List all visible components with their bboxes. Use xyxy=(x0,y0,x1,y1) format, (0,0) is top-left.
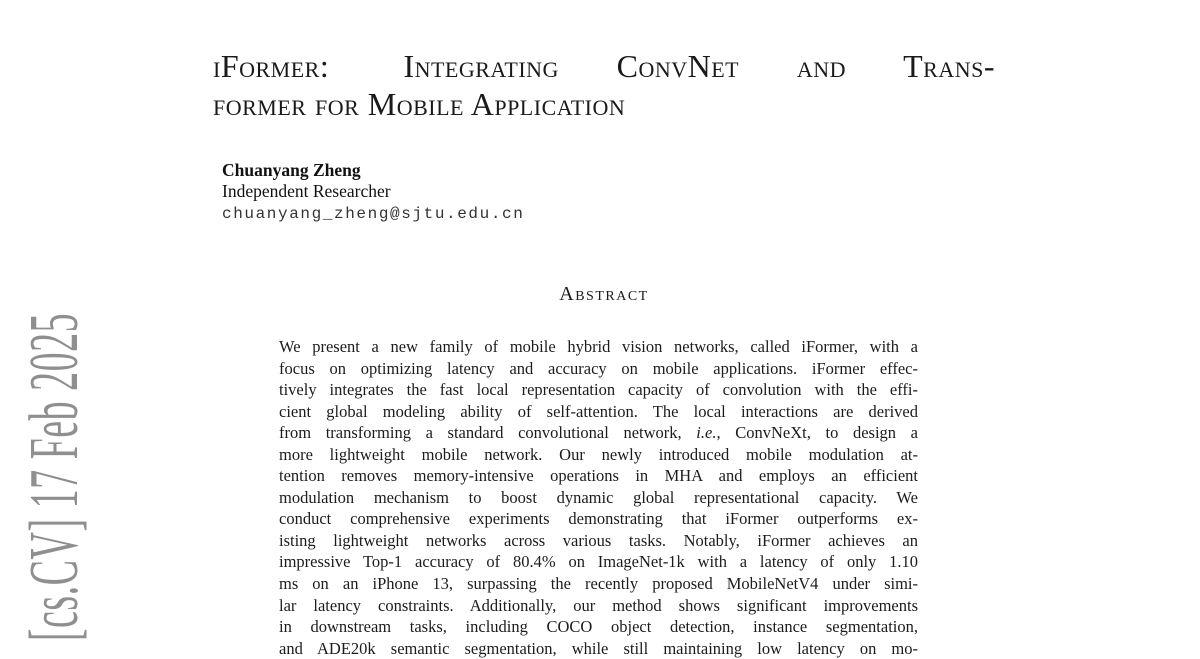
paper-title-line: former for Mobile Application xyxy=(213,86,626,122)
abstract-line xyxy=(279,616,918,638)
paper-title-line: iFormer: Integrating ConvNet and Trans- xyxy=(213,48,995,84)
text-run: from transforming a standard convolutional network, xyxy=(279,423,697,443)
text-run: in downstream tasks, including COCO object detection, instance segmentation, xyxy=(279,617,918,637)
text-run: isting lightweight networks across various tasks. Notably, iFormer achieves an xyxy=(279,530,918,550)
arxiv-watermark: [cs.CV] 17 Feb 2025 xyxy=(16,312,94,642)
abstract-text xyxy=(279,336,918,659)
italic-text: i.e. xyxy=(696,423,717,443)
abstract-line xyxy=(279,401,918,423)
abstract-line xyxy=(279,465,918,487)
abstract-line xyxy=(279,422,918,444)
abstract-line xyxy=(279,487,918,509)
abstract-line xyxy=(279,530,918,552)
abstract-line xyxy=(279,508,918,530)
text-run: cient global modeling ability of self-attention. The local interactions are derived xyxy=(279,401,918,421)
text-run: ms on an iPhone 13, surpassing the recently proposed MobileNetV4 under simi- xyxy=(279,574,918,594)
text-run: tively integrates the fast local representation capacity of convolution with the effi- xyxy=(279,380,918,400)
author-name: Chuanyang Zheng xyxy=(222,160,361,180)
text-run: more lightweight mobile network. Our newly introduced mobile modulation at- xyxy=(279,444,918,464)
abstract-line xyxy=(279,336,918,358)
text-run: , ConvNeXt, to design a xyxy=(716,423,919,443)
abstract-line xyxy=(279,551,918,573)
text-run: and ADE20k semantic segmentation, while still maintaining low latency on mo- xyxy=(279,638,918,658)
abstract-line xyxy=(279,358,918,380)
text-run: focus on optimizing latency and accuracy on mobile applications. iFormer effec- xyxy=(279,358,918,378)
abstract-line xyxy=(279,595,918,617)
abstract-line xyxy=(279,638,918,659)
abstract-heading: Abstract xyxy=(559,283,649,305)
text-run: modulation mechanism to boost dynamic global representational capacity. We xyxy=(279,487,918,507)
abstract-line xyxy=(279,573,918,595)
text-run: We present a new family of mobile hybrid vision networks, called iFormer, with a xyxy=(279,337,918,356)
text-run: tention removes memory-intensive operations in MHA and employs an efficient xyxy=(279,466,918,486)
abstract-line xyxy=(279,379,918,401)
abstract-line xyxy=(279,444,918,466)
author-block xyxy=(222,160,524,225)
author-email: chuanyang_zheng@sjtu.edu.cn xyxy=(222,205,525,223)
text-run: conduct comprehensive experiments demonstrating that iFormer outperforms ex- xyxy=(279,509,918,529)
author-affiliation: Independent Researcher xyxy=(222,180,391,201)
text-run: impressive Top-1 accuracy of 80.4% on ImageNet-1k with a latency of only 1.10 xyxy=(279,552,918,572)
paper-title xyxy=(213,47,995,123)
text-run: lar latency constraints. Additionally, our method shows significant improvements xyxy=(279,595,918,615)
